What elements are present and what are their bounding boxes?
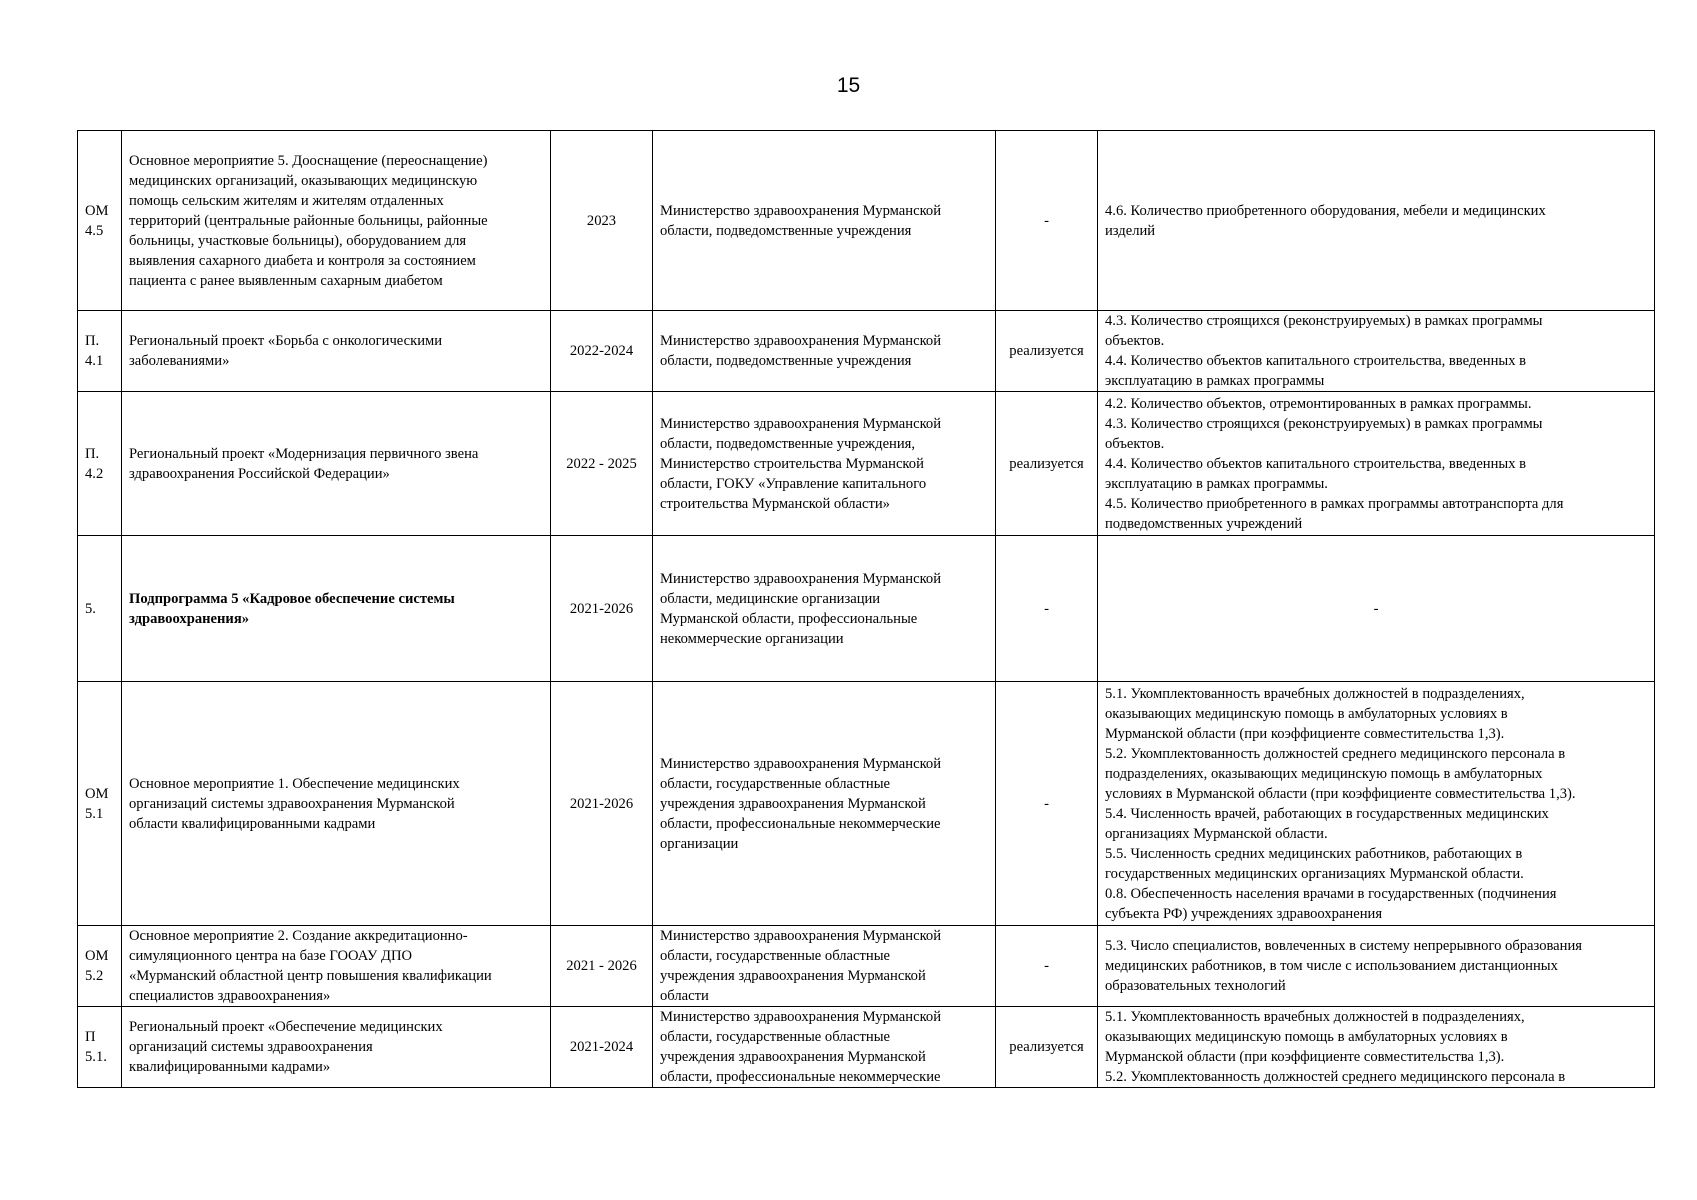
- row-name-line: области квалифицированными кадрами: [129, 815, 376, 832]
- row-name-line: здравоохранения»: [129, 610, 250, 627]
- row-executor-line: Министерство здравоохранения Мурманской: [660, 570, 942, 587]
- row-indicators: [1098, 536, 1655, 682]
- row-period: 2021 - 2026: [551, 926, 653, 1007]
- row-period: 2021-2026: [551, 682, 653, 926]
- row-executor-line: строительства Мурманской области»: [660, 495, 890, 512]
- row-name-line: Основное мероприятие 2. Создание аккредитационно-: [129, 928, 468, 944]
- row-indicators-line: 5.3. Число специалистов, вовлеченных в систему непрерывного образования: [1105, 938, 1582, 954]
- row-status: реализуется: [996, 392, 1098, 536]
- row-period: 2022-2024: [551, 311, 653, 392]
- row-code-line: 5.1.: [85, 1049, 107, 1065]
- row-name-line: Подпрограмма 5 «Кадровое обеспечение системы: [129, 590, 455, 607]
- row-code-line: ОМ: [85, 948, 109, 964]
- row-code: [78, 311, 122, 392]
- row-name-line: Основное мероприятие 1. Обеспечение медицинских: [129, 775, 460, 792]
- row-code-line: П.: [85, 445, 100, 462]
- row-executor-line: Мурманской области, профессиональные: [660, 610, 918, 627]
- row-executor-line: области, государственные областные: [660, 948, 890, 964]
- row-executor: [653, 1007, 996, 1088]
- row-name-line: квалифицированными кадрами»: [129, 1059, 331, 1075]
- table-row: [78, 682, 1655, 926]
- row-executor-line: области, профессиональные некоммерческие: [660, 1069, 941, 1085]
- row-executor-line: области, государственные областные: [660, 1029, 890, 1045]
- row-executor-line: области, государственные областные: [660, 775, 890, 792]
- row-executor-line: области, подведомственные учреждения: [660, 222, 912, 239]
- row-executor: [653, 536, 996, 682]
- row-indicators: [1098, 392, 1655, 536]
- row-period: 2021-2024: [551, 1007, 653, 1088]
- row-indicators-line: оказывающих медицинскую помощь в амбулаторных условиях в: [1105, 1029, 1508, 1045]
- row-indicators-line: изделий: [1105, 222, 1156, 239]
- row-indicators-line: эксплуатацию в рамках программы: [1105, 373, 1325, 389]
- row-indicators-line: -: [1373, 600, 1379, 617]
- row-executor-line: области, ГОКУ «Управление капитального: [660, 475, 927, 492]
- row-name-line: здравоохранения Российской Федерации»: [129, 465, 390, 482]
- row-name-line: симуляционного центра на базе ГООАУ ДПО: [129, 948, 413, 964]
- row-indicators-line: условиях в Мурманской области (при коэффициенте совместительства 1,3).: [1105, 785, 1576, 802]
- row-indicators-line: подразделениях, оказывающих медицинскую помощь в амбулаторных: [1105, 765, 1543, 782]
- row-indicators-line: субъекта РФ) учреждениях здравоохранения: [1105, 905, 1383, 922]
- row-executor: [653, 131, 996, 311]
- row-indicators-line: 4.6. Количество приобретенного оборудования, мебели и медицинских: [1105, 202, 1546, 219]
- row-executor-line: области: [660, 988, 709, 1004]
- row-indicators-line: государственных медицинских организациях Мурманской области.: [1105, 865, 1524, 882]
- row-executor: [653, 926, 996, 1007]
- row-code-line: 5.: [85, 600, 96, 617]
- table-row: [78, 392, 1655, 536]
- row-indicators-line: подведомственных учреждений: [1105, 515, 1303, 532]
- row-indicators-line: 5.4. Численность врачей, работающих в государственных медицинских: [1105, 805, 1549, 822]
- row-executor-line: Министерство строительства Мурманской: [660, 455, 924, 472]
- row-indicators: [1098, 311, 1655, 392]
- row-name-line: заболеваниями»: [129, 353, 230, 369]
- row-status: -: [996, 682, 1098, 926]
- row-indicators: [1098, 131, 1655, 311]
- table-row: [78, 311, 1655, 392]
- row-name-line: территорий (центральные районные больницы, районные: [129, 212, 488, 229]
- table-row: [78, 926, 1655, 1007]
- row-indicators: [1098, 1007, 1655, 1088]
- row-executor-line: организации: [660, 835, 739, 852]
- row-name-line: Региональный проект «Обеспечение медицинских: [129, 1019, 443, 1035]
- row-name-line: специалистов здравоохранения»: [129, 988, 331, 1004]
- row-executor-line: области, медицинские организации: [660, 590, 881, 607]
- page-number: 15: [836, 74, 861, 97]
- row-name: [122, 682, 551, 926]
- row-indicators-line: медицинских работников, в том числе с использованием дистанционных: [1105, 958, 1558, 974]
- row-indicators: [1098, 682, 1655, 926]
- row-executor-line: учреждения здравоохранения Мурманской: [660, 1049, 926, 1065]
- row-code: [78, 682, 122, 926]
- row-code-line: П.: [85, 333, 100, 349]
- row-executor-line: Министерство здравоохранения Мурманской: [660, 333, 942, 349]
- row-code: [78, 1007, 122, 1088]
- row-indicators-line: 4.2. Количество объектов, отремонтированных в рамках программы.: [1105, 395, 1532, 412]
- row-executor: [653, 682, 996, 926]
- row-code-line: 4.2: [85, 465, 104, 482]
- row-indicators-line: 5.1. Укомплектованность врачебных должностей в подразделениях,: [1105, 685, 1525, 702]
- row-indicators-line: Мурманской области (при коэффициенте совместительства 1,3).: [1105, 1049, 1505, 1065]
- row-indicators-line: организациях Мурманской области.: [1105, 825, 1328, 842]
- row-executor-line: Министерство здравоохранения Мурманской: [660, 1009, 942, 1025]
- row-status: реализуется: [996, 311, 1098, 392]
- row-indicators-line: объектов.: [1105, 333, 1165, 349]
- row-code-line: П: [85, 1029, 96, 1045]
- row-name-line: Основное мероприятие 5. Дооснащение (переоснащение): [129, 152, 488, 169]
- row-executor-line: Министерство здравоохранения Мурманской: [660, 415, 942, 432]
- row-name-line: помощь сельским жителям и жителям отдаленных: [129, 192, 444, 209]
- row-indicators-line: 4.4. Количество объектов капитального строительства, введенных в: [1105, 455, 1527, 472]
- row-name-line: больницы, участковые больницы), оборудованием для: [129, 232, 467, 249]
- row-indicators-line: 0.8. Обеспеченность населения врачами в государственных (подчинения: [1105, 885, 1557, 902]
- row-code: [78, 926, 122, 1007]
- row-code-line: 5.1: [85, 805, 104, 822]
- program-table: [77, 130, 1655, 1088]
- row-period: 2022 - 2025: [551, 392, 653, 536]
- row-executor-line: области, профессиональные некоммерческие: [660, 815, 941, 832]
- row-code: [78, 392, 122, 536]
- row-period: 2023: [551, 131, 653, 311]
- row-code-line: 5.2: [85, 968, 104, 984]
- row-executor-line: Министерство здравоохранения Мурманской: [660, 928, 942, 944]
- row-status: -: [996, 131, 1098, 311]
- row-name: [122, 926, 551, 1007]
- row-name-line: «Мурманский областной центр повышения квалификации: [129, 968, 492, 984]
- row-indicators-line: 5.2. Укомплектованность должностей среднего медицинского персонала в: [1105, 1069, 1566, 1085]
- row-indicators-line: 5.2. Укомплектованность должностей среднего медицинского персонала в: [1105, 745, 1566, 762]
- row-executor-line: области, подведомственные учреждения: [660, 353, 912, 369]
- row-name-line: Региональный проект «Модернизация первичного звена: [129, 445, 479, 462]
- row-code: [78, 536, 122, 682]
- row-indicators-line: 5.1. Укомплектованность врачебных должностей в подразделениях,: [1105, 1009, 1525, 1025]
- row-code-line: 4.1: [85, 353, 104, 369]
- row-executor-line: учреждения здравоохранения Мурманской: [660, 795, 926, 812]
- row-name: [122, 131, 551, 311]
- row-name: [122, 392, 551, 536]
- row-indicators-line: 4.3. Количество строящихся (реконструируемых) в рамках программы: [1105, 415, 1543, 432]
- row-executor-line: Министерство здравоохранения Мурманской: [660, 755, 942, 772]
- row-indicators: [1098, 926, 1655, 1007]
- row-name-line: Региональный проект «Борьба с онкологическими: [129, 333, 443, 349]
- row-code-line: 4.5: [85, 222, 104, 239]
- row-indicators-line: оказывающих медицинскую помощь в амбулаторных условиях в: [1105, 705, 1508, 722]
- row-name: [122, 1007, 551, 1088]
- row-indicators-line: 4.5. Количество приобретенного в рамках программы автотранспорта для: [1105, 495, 1564, 512]
- row-code: [78, 131, 122, 311]
- row-code-line: ОМ: [85, 202, 109, 219]
- row-indicators-line: 4.3. Количество строящихся (реконструируемых) в рамках программы: [1105, 313, 1543, 329]
- row-status: реализуется: [996, 1007, 1098, 1088]
- row-executor: [653, 392, 996, 536]
- row-period: 2021-2026: [551, 536, 653, 682]
- row-indicators-line: объектов.: [1105, 435, 1165, 452]
- table-row: [78, 1007, 1655, 1088]
- row-status: -: [996, 926, 1098, 1007]
- row-name: [122, 311, 551, 392]
- row-executor-line: некоммерческие организации: [660, 630, 844, 647]
- row-executor-line: учреждения здравоохранения Мурманской: [660, 968, 926, 984]
- row-name-line: медицинских организаций, оказывающих медицинскую: [129, 172, 478, 189]
- row-indicators-line: 5.5. Численность средних медицинских работников, работающих в: [1105, 845, 1523, 862]
- row-indicators-line: образовательных технологий: [1105, 978, 1286, 994]
- row-name-line: организаций системы здравоохранения Мурманской: [129, 795, 455, 812]
- row-executor-line: области, подведомственные учреждения,: [660, 435, 916, 452]
- table-row: [78, 131, 1655, 311]
- table-row: [78, 536, 1655, 682]
- row-indicators-line: эксплуатацию в рамках программы.: [1105, 475, 1328, 492]
- row-executor: [653, 311, 996, 392]
- row-name-line: выявления сахарного диабета и контроля за состоянием: [129, 252, 476, 269]
- row-indicators-line: 4.4. Количество объектов капитального строительства, введенных в: [1105, 353, 1527, 369]
- row-code-line: ОМ: [85, 785, 109, 802]
- row-name: [122, 536, 551, 682]
- row-name-line: организаций системы здравоохранения: [129, 1039, 373, 1055]
- row-executor-line: Министерство здравоохранения Мурманской: [660, 202, 942, 219]
- row-status: -: [996, 536, 1098, 682]
- row-indicators-line: Мурманской области (при коэффициенте совместительства 1,3).: [1105, 725, 1505, 742]
- row-name-line: пациента с ранее выявленным сахарным диабетом: [129, 272, 443, 289]
